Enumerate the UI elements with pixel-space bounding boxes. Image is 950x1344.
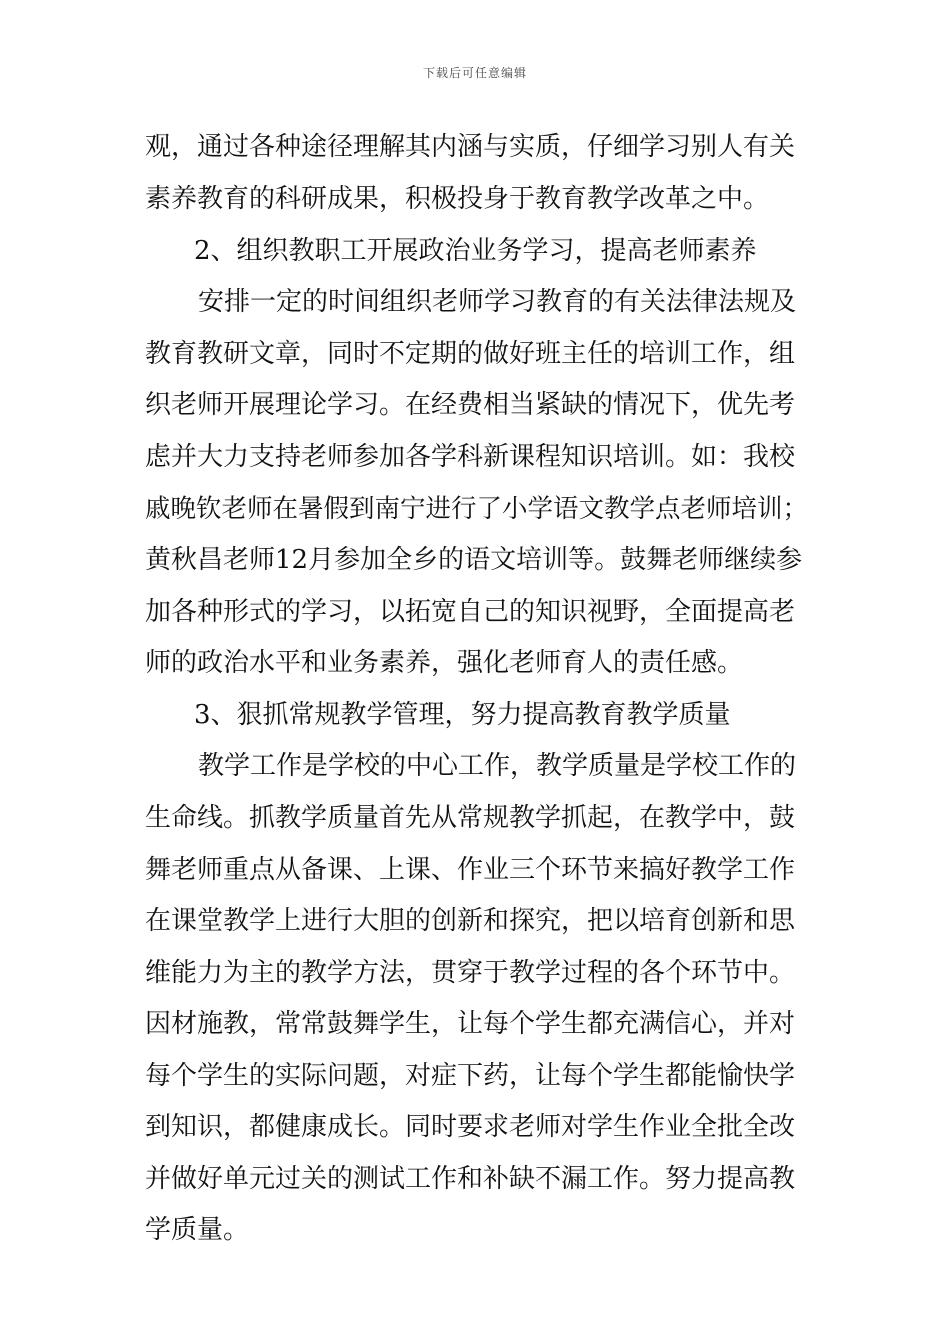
paragraph-first-line: 教学工作是学校的中心工作，教学质量是学校工作的 <box>198 751 797 781</box>
section-heading: 2、组织教职工开展政治业务学习，提高老师素养 <box>194 236 757 266</box>
body-line: 黄秋昌老师12月参加全乡的语文培训等。鼓舞老师继续参 <box>145 545 803 575</box>
body-line: 织老师开展理论学习。在经费相当紧缺的情况下，优先考 <box>145 390 796 420</box>
body-line: 舞老师重点从备课、上课、作业三个环节来搞好教学工作 <box>145 855 796 885</box>
body-line: 虑并大力支持老师参加各学科新课程知识培训。如：我校 <box>145 442 796 472</box>
paragraph-first-line: 安排一定的时间组织老师学习教育的有关法律法规及 <box>198 287 797 317</box>
body-line: 素养教育的科研成果，积极投身于教育教学改革之中。 <box>145 184 770 214</box>
section-heading: 3、狠抓常规教学管理，努力提高教育教学质量 <box>194 700 731 730</box>
body-line: 因材施教，常常鼓舞学生，让每个学生都充满信心，并对 <box>145 1009 796 1039</box>
body-line: 戚晚钦老师在暑假到南宁进行了小学语文教学点老师培训； <box>145 494 809 524</box>
body-line: 并做好单元过关的测试工作和补缺不漏工作。努力提高教 <box>145 1164 796 1194</box>
body-line: 教育教研文章，同时不定期的做好班主任的培训工作，组 <box>145 339 796 369</box>
body-line: 观，通过各种途径理解其内涵与实质，仔细学习别人有关 <box>145 132 796 162</box>
body-line: 每个学生的实际问题，对症下药，让每个学生都能愉快学 <box>145 1061 796 1091</box>
body-line: 生命线。抓教学质量首先从常规教学抓起，在教学中，鼓 <box>145 803 796 833</box>
body-line: 在课堂教学上进行大胆的创新和探究，把以培育创新和思 <box>145 906 796 936</box>
body-line: 加各种形式的学习，以拓宽自己的知识视野，全面提高老 <box>145 597 796 627</box>
body-line: 学质量。 <box>145 1215 250 1245</box>
page-header: 下载后可任意编辑 <box>422 66 527 80</box>
body-line: 师的政治水平和业务素养，强化老师育人的责任感。 <box>145 648 744 678</box>
body-line: 维能力为主的教学方法，贯穿于教学过程的各个环节中。 <box>145 958 796 988</box>
body-line: 到知识，都健康成长。同时要求老师对学生作业全批全改 <box>145 1112 796 1142</box>
